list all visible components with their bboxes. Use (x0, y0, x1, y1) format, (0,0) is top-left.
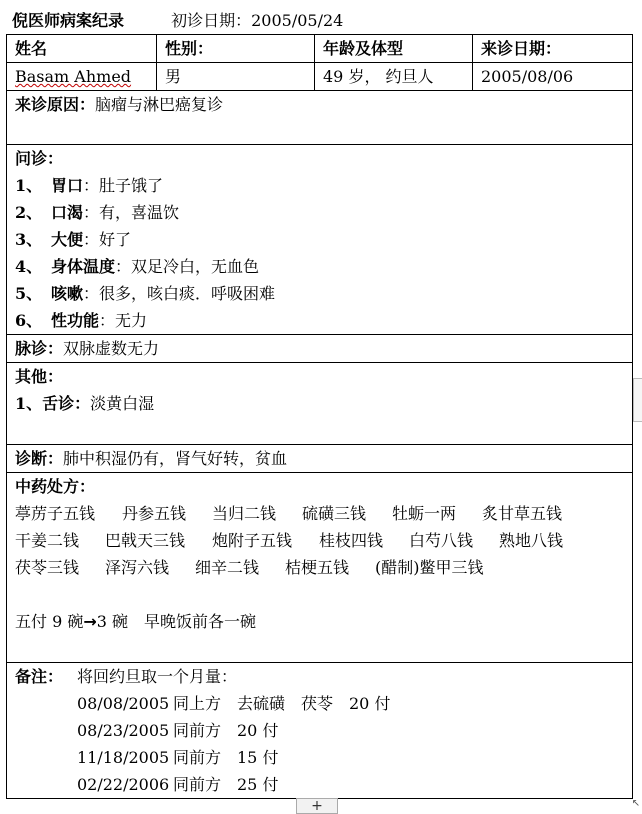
patient-age[interactable]: 49 岁， 约旦人 (315, 63, 473, 91)
diagnosis-cell[interactable] (7, 445, 633, 473)
inquiry-item-key: 咳嗽 (51, 284, 84, 303)
inquiry-item (15, 226, 624, 253)
prescription-row (7, 473, 633, 663)
inquiry-item-value: ：有，喜温饮 (83, 203, 180, 222)
notes-entry-date: 08/23/2005 (77, 721, 170, 740)
notes-entry-date: 02/22/2006 (77, 775, 170, 794)
tongue-item (15, 390, 624, 417)
reason-label: 来诊原因： (15, 95, 96, 114)
inquiry-item (15, 199, 624, 226)
arrow-icon: → (83, 612, 97, 631)
patient-name-cell[interactable] (7, 63, 157, 91)
tongue-label: 舌诊： (42, 394, 91, 413)
herb-item: 巴戟天三钱 (105, 531, 186, 550)
notes-entry (15, 771, 624, 798)
patient-visit-date[interactable]: 2005/08/06 (473, 63, 633, 91)
inquiry-item-number: 5、 (15, 284, 43, 303)
inquiry-row (7, 145, 633, 335)
herb-item: 茯苓三钱 (15, 558, 80, 577)
prescription-line (15, 500, 624, 527)
herb-item: 桂枝四钱 (319, 531, 384, 550)
inquiry-item-number: 4、 (15, 257, 43, 276)
herb-item: 丹参五钱 (122, 504, 187, 523)
record-header (12, 8, 343, 32)
herb-item: 桔梗五钱 (285, 558, 350, 577)
notes-entry-text: 同前方 25 付 (173, 775, 279, 794)
age-label: 年龄及体型 (315, 35, 473, 63)
herb-item: 当归二钱 (212, 504, 277, 523)
case-record-table (6, 34, 633, 799)
inquiry-item (15, 307, 624, 334)
inquiry-item (15, 172, 624, 199)
pulse-row (7, 335, 633, 363)
other-row (7, 363, 633, 445)
herb-item: (醋制)鳖甲三钱 (375, 558, 484, 577)
dosage-prefix: 五付 9 碗 (15, 612, 84, 631)
notes-entry-text: 同前方 20 付 (173, 721, 279, 740)
inquiry-item-value: ：肚子饿了 (83, 176, 164, 195)
inquiry-item-number: 2、 (15, 203, 43, 222)
pulse-label: 脉诊： (15, 339, 64, 358)
gender-label: 性别： (157, 35, 315, 63)
reason-cell[interactable] (7, 91, 633, 145)
notes-entry-date: 08/08/2005 (77, 694, 170, 713)
prescription-cell[interactable] (7, 473, 633, 663)
herb-item: 牡蛎一两 (392, 504, 457, 523)
diagnosis-value: 肺中积湿仍有，肾气好转，贫血 (63, 449, 288, 468)
herb-item: 泽泻六钱 (105, 558, 170, 577)
herb-item: 葶苈子五钱 (15, 504, 96, 523)
prescription-line (15, 527, 624, 554)
blank-line (15, 581, 624, 608)
notes-label: 备注： (15, 667, 64, 686)
dosage-suffix: 3 碗 早晚饭前各一碗 (96, 612, 257, 631)
patient-name: Basam Ahmed (15, 67, 132, 86)
inquiry-cell[interactable] (7, 145, 633, 335)
inquiry-item-key: 大便 (51, 230, 84, 249)
notes-cell[interactable] (7, 663, 633, 799)
herb-item: 干姜二钱 (15, 531, 80, 550)
other-cell[interactable] (7, 363, 633, 445)
name-label: 姓名 (7, 35, 157, 63)
tongue-item-number: 1、 (15, 394, 43, 413)
inquiry-label: 问诊： (15, 149, 64, 168)
inquiry-item-number: 6、 (15, 311, 43, 330)
herb-item: 熟地八钱 (499, 531, 564, 550)
inquiry-item (15, 253, 624, 280)
reason-value: 脑瘤与淋巴癌复诊 (95, 95, 224, 114)
inquiry-item-value: ：好了 (83, 230, 132, 249)
first-visit-label: 初诊日期： (171, 11, 252, 30)
side-scroll-tab[interactable] (633, 378, 642, 422)
herb-item: 细辛二钱 (195, 558, 260, 577)
diagnosis-label: 诊断： (15, 449, 64, 468)
inquiry-item-value: ：无力 (99, 311, 148, 330)
inquiry-item-key: 口渴 (51, 203, 84, 222)
inquiry-item-key: 性功能 (51, 311, 100, 330)
inquiry-item-value: ：很多，咳白痰．呼吸困难 (83, 284, 276, 303)
notes-entry-date: 11/18/2005 (77, 748, 170, 767)
reason-row (7, 91, 633, 145)
notes-entry (15, 744, 624, 771)
add-row-button[interactable]: + (296, 798, 338, 814)
patient-header-row (7, 35, 633, 63)
resize-corner-icon[interactable]: ↖ (631, 798, 640, 809)
record-title: 倪医师病案纪录 (12, 11, 125, 30)
notes-intro: 将回约旦取一个月量： (77, 667, 238, 686)
inquiry-item-number: 1、 (15, 176, 43, 195)
inquiry-item-value: ：双足冷白，无血色 (115, 257, 260, 276)
notes-entry (15, 717, 624, 744)
prescription-label: 中药处方： (15, 477, 96, 496)
notes-row (7, 663, 633, 799)
pulse-value: 双脉虚数无力 (63, 339, 160, 358)
notes-entry-text: 同前方 15 付 (173, 748, 279, 767)
first-visit-date: 2005/05/24 (251, 11, 344, 30)
herb-item: 硫磺三钱 (302, 504, 367, 523)
pulse-cell[interactable] (7, 335, 633, 363)
diagnosis-row (7, 445, 633, 473)
herb-item: 白芍八钱 (409, 531, 474, 550)
herb-item: 炮附子五钱 (212, 531, 293, 550)
prescription-line (15, 554, 624, 581)
patient-value-row (7, 63, 633, 91)
inquiry-item (15, 280, 624, 307)
tongue-value: 淡黄白湿 (90, 394, 155, 413)
dosage-instructions (15, 608, 624, 635)
inquiry-item-key: 身体温度 (51, 257, 116, 276)
other-label: 其他： (15, 367, 64, 386)
notes-entry-text: 同上方 去硫磺 茯苓 20 付 (173, 694, 391, 713)
inquiry-item-number: 3、 (15, 230, 43, 249)
notes-entry (15, 690, 624, 717)
patient-gender[interactable]: 男 (157, 63, 315, 91)
visit-date-label: 来诊日期： (473, 35, 633, 63)
inquiry-item-key: 胃口 (51, 176, 84, 195)
herb-item: 炙甘草五钱 (482, 504, 563, 523)
